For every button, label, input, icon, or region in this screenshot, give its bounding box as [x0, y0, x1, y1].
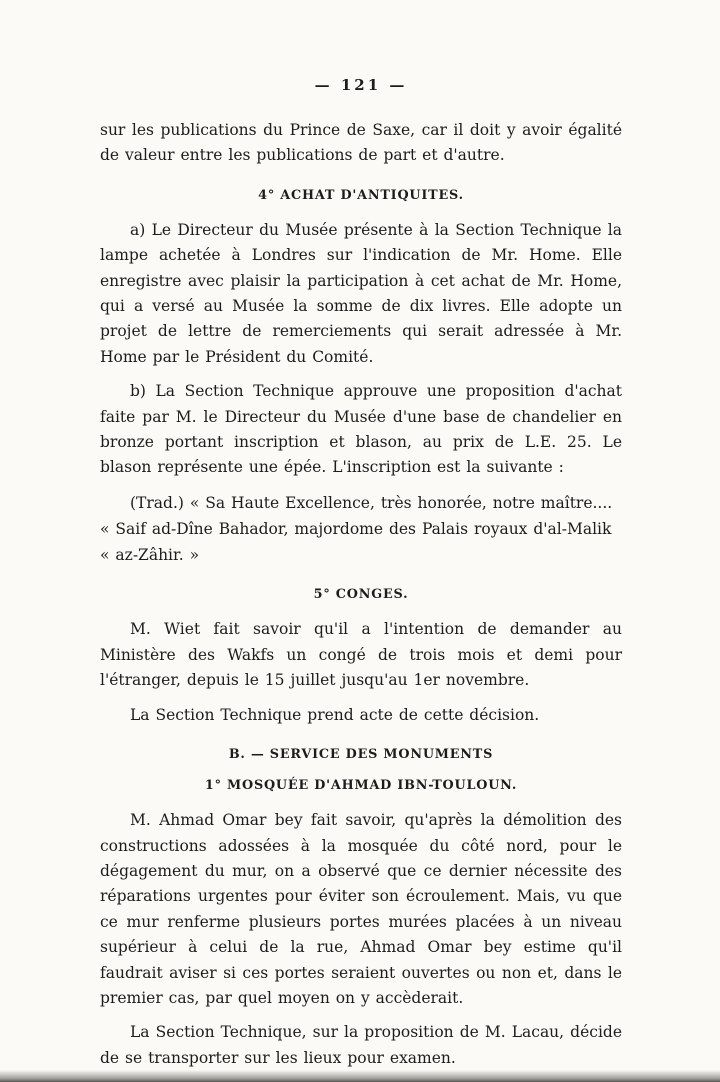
heading-service-monuments: B. — SERVICE DES MONUMENTS: [228, 747, 494, 763]
heading-conges: 5° CONGES.: [313, 587, 409, 603]
heading-mosquee-ibn-touloun: 1° MOSQUÉE D'AHMAD IBN-TOULOUN.: [204, 778, 518, 794]
paragraph-conges-1: M. Wiet fait savoir qu'il a l'intention de demander au Ministère des Wakfs un congé de trois mois et demi pour l'étranger, depuis le 15 juillet jusqu'au 1er novembre.: [100, 620, 622, 690]
page-number: — 121 —: [314, 76, 408, 94]
paragraph-achat-b: b) La Section Technique approuve une proposition d'achat faite par M. le Directeur du Musée d'une base de chandelier en bronze portant inscription et blason, au prix de L.E. 25. Le blason représente une épée. L'inscription est la suivante :: [100, 382, 622, 477]
inscription-line: « az-Zâhir. »: [100, 546, 200, 565]
paragraph-mosquee-2: La Section Technique, sur la proposition de M. Lacau, décide de se transporter sur les lieux pour examen.: [100, 1023, 622, 1067]
paragraph-continuation: sur les publications du Prince de Saxe, car il doit y avoir égalité de valeur entre les publications de part et d'autre.: [100, 121, 622, 165]
heading-achat-antiquites: 4° ACHAT D'ANTIQUITES.: [258, 187, 464, 203]
paragraph-mosquee-1: M. Ahmad Omar bey fait savoir, qu'après la démolition des constructions adossées à la mosquée du côté nord, pour le dégagement du mur, on a observé que ce dernier nécessite des réparations urgentes pour éviter son écroulement. Mais, vu que ce mur renferme plusieurs portes murées placées à un niveau supérieur à celui de la rue, Ahmad Omar bey estime qu'il faudrait aviser si ces portes seraient ouvertes ou non et, dans le premier cas, par quel moyen on y accèderait.: [100, 811, 622, 1007]
inscription-line: (Trad.) « Sa Haute Excellence, très honorée, notre maître....: [130, 493, 613, 512]
paragraph-achat-a: a) Le Directeur du Musée présente à la Section Technique la lampe achetée à Londres sur l'indication de Mr. Home. Elle enregistre avec plaisir la participation à cet achat de Mr. Home, qui a versé au Musée la somme de dix livres. Elle adopte un projet de lettre de remerciements qui serait adressée à Mr. Home par le Président du Comité.: [100, 220, 622, 366]
paragraph-conges-2: La Section Technique prend acte de cette décision.: [130, 705, 540, 724]
inscription-translation: [100, 490, 622, 569]
inscription-line: « Saif ad-Dîne Bahador, majordome des Palais royaux d'al-Malik: [100, 520, 612, 539]
